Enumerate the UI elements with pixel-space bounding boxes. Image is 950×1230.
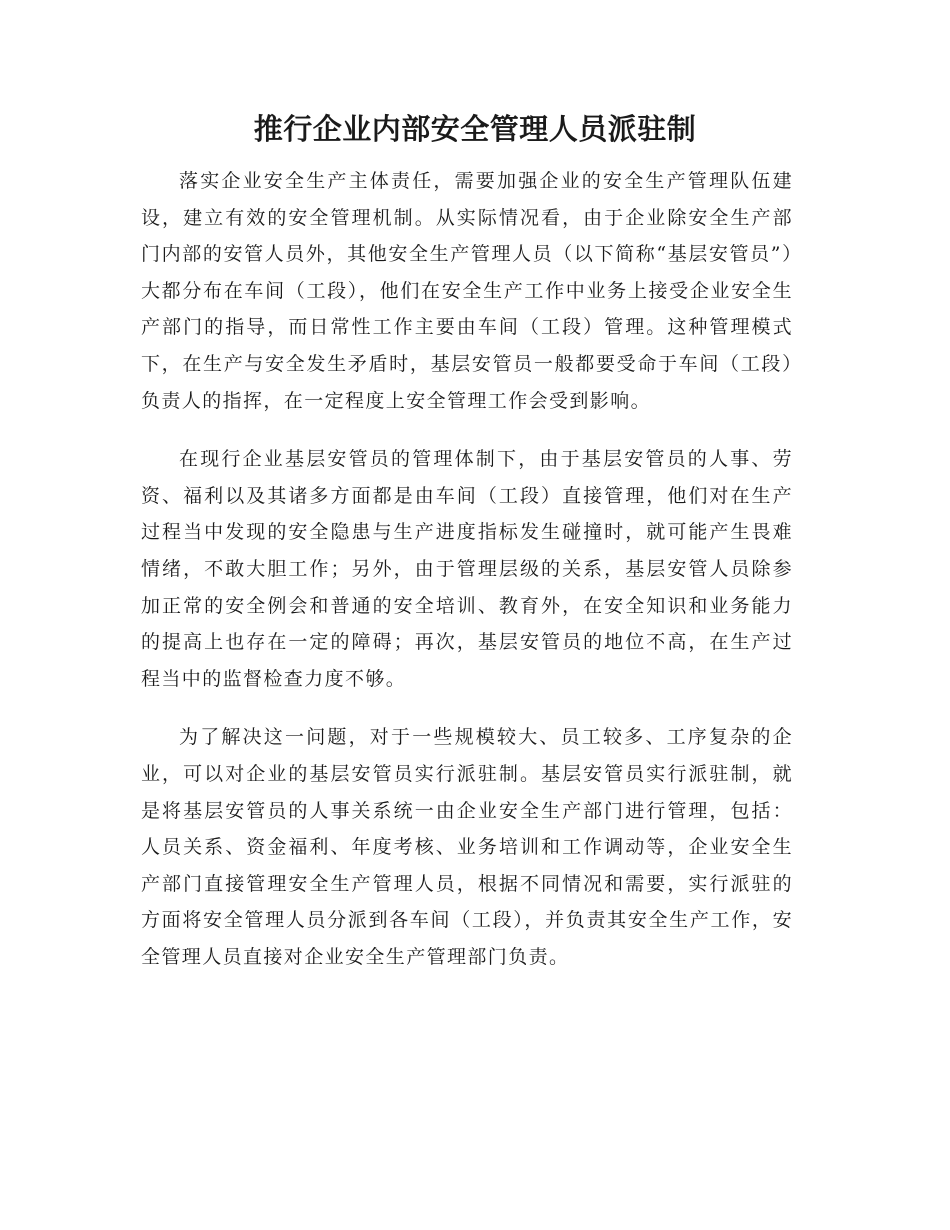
document-body [141, 163, 793, 997]
document-title: 推行企业内部安全管理人员派驻制 [253, 112, 697, 146]
paragraph-3: 为了解决这一问题，对于一些规模较大、员工较多、工序复杂的企业，可以对企业的基层安管员实行派驻制。基层安管员实行派驻制，就是将基层安管员的人事关系统一由企业安全生产部门进行管理，包括：人员关系、资金福利、年度考核、业务培训和工作调动等，企业安全生产部门直接管理安全生产管理人员，根据不同情况和需要，实行派驻的方面将安全管理人员分派到各车间（工段），并负责其安全生产工作，安全管理人员直接对企业安全生产管理部门负责。 [141, 726, 793, 968]
paragraph-2: 在现行企业基层安管员的管理体制下，由于基层安管员的人事、劳资、福利以及其诸多方面都是由车间（工段）直接管理，他们对在生产过程当中发现的安全隐患与生产进度指标发生碰撞时，就可能产生畏难情绪，不敢大胆工作；另外，由于管理层级的关系，基层安管人员除参加正常的安全例会和普通的安全培训、教育外，在安全知识和业务能力的提高上也存在一定的障碍；再次，基层安管员的地位不高，在生产过程当中的监督检查力度不够。 [141, 448, 793, 690]
paragraph-1: 落实企业安全生产主体责任，需要加强企业的安全生产管理队伍建设，建立有效的安全管理机制。从实际情况看，由于企业除安全生产部门内部的安管人员外，其他安全生产管理人员（以下简称“基层安管员”）大都分布在车间（工段），他们在安全生产工作中业务上接受企业安全生产部门的指导，而日常性工作主要由车间（工段）管理。这种管理模式下，在生产与安全发生矛盾时，基层安管员一般都要受命于车间（工段）负责人的指挥，在一定程度上安全管理工作会受到影响。 [141, 170, 793, 412]
